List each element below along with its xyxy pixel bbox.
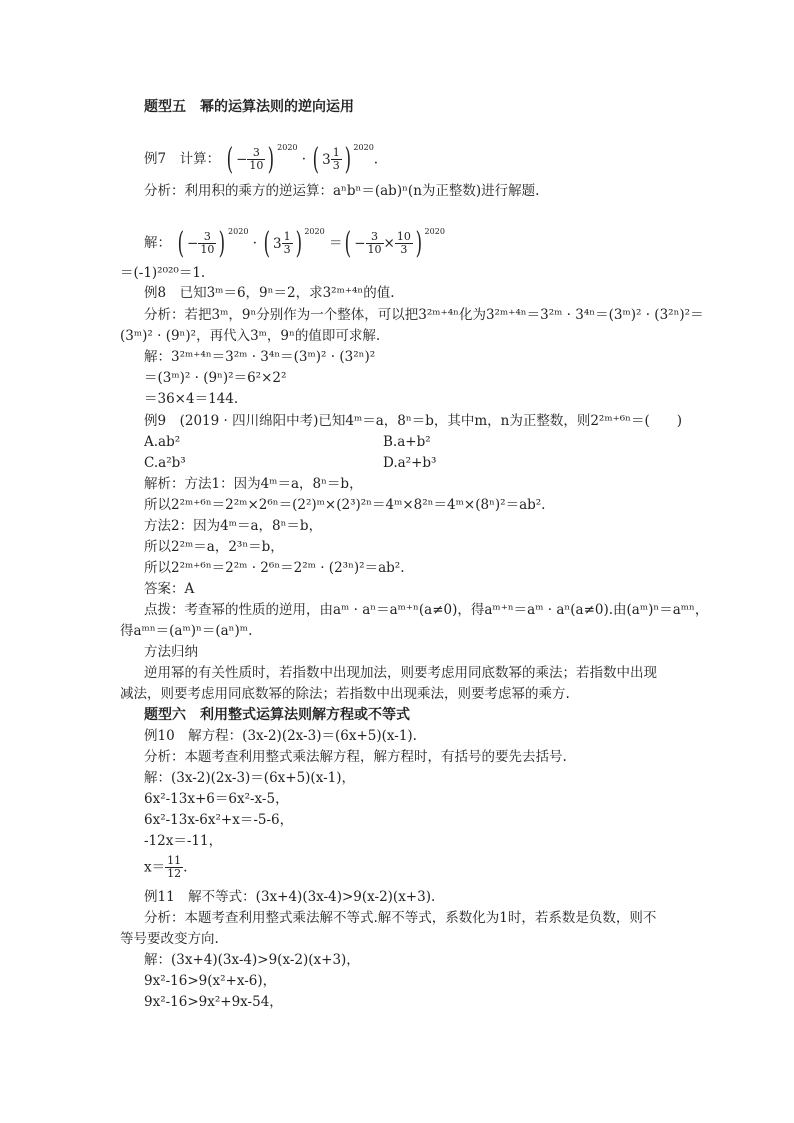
example11-step3: 9x²-16>9x²+9x-54，	[144, 994, 283, 1010]
example9-method2: 方法2：因为4ᵐ＝a，8ⁿ＝b，	[144, 518, 323, 534]
option-a: A.ab²	[144, 434, 181, 450]
example9-method2-derivation: 所以2²ᵐ⁺⁶ⁿ＝2²ᵐ · 2⁶ⁿ＝2²ᵐ · (2³ⁿ)²＝ab².	[144, 560, 405, 576]
method-summary-line1: 逆用幂的有关性质时，若指数中出现加法，则要考虑用同底数幂的乘法；若指数中出现	[144, 665, 657, 681]
example7-question: 例7 计算： ( − $\frac{3}{10}$ ) $^{2020}$ · ( 3 $\frac{1}{3}$ ) $^{2020}$.	[144, 128, 378, 168]
example7-result: ＝(-1)²⁰²⁰＝1.	[120, 265, 206, 281]
option-d: D.a²+b³	[383, 455, 437, 471]
example10-analysis: 分析：本题考查利用整式乘法解方程，解方程时，有括号的要先去括号.	[144, 749, 567, 765]
example8-analysis-line1: 分析：若把3ᵐ，9ⁿ分别作为一个整体，可以把3²ᵐ⁺⁴ⁿ化为3²ᵐ⁺⁴ⁿ＝3²ᵐ · 3⁴ⁿ＝(3ᵐ)² · (3²ⁿ)²＝	[144, 307, 704, 323]
example11-question: 例11 解不等式：(3x+4)(3x-4)>9(x-2)(x+3).	[144, 889, 436, 905]
example10-step5: x＝ $\frac{11}{12}$ .	[144, 854, 188, 880]
example11-step1: 解：(3x+4)(3x-4)>9(x-2)(x+3)，	[144, 952, 360, 968]
example10-step2: 6x²-13x+6＝6x²-x-5，	[144, 791, 289, 807]
exponent: 2020	[277, 143, 298, 152]
section6-title: 题型六 利用整式运算法则解方程或不等式	[144, 707, 410, 723]
example11-analysis-line1: 分析：本题考查利用整式乘法解不等式.解不等式，系数化为1时，若系数是负数，则不	[144, 910, 657, 926]
example8-question: 例8 已知3ᵐ＝6，9ⁿ＝2，求3²ᵐ⁺⁴ⁿ的值.	[144, 285, 395, 301]
example7-fraction: $\frac{3}{10}$	[249, 146, 264, 172]
example10-question: 例10 解方程：(3x-2)(2x-3)＝(6x+5)(x-1).	[144, 728, 417, 744]
example9-method1-derivation: 所以2²ᵐ⁺⁶ⁿ＝2²ᵐ×2⁶ⁿ＝(2²)ᵐ×(2³)²ⁿ＝4ᵐ×8²ⁿ＝4ᵐ×(8ⁿ)²＝ab².	[144, 497, 546, 513]
example7-analysis: 分析：利用积的乘方的逆运算：aⁿbⁿ＝(ab)ⁿ(n为正整数)进行解题.	[144, 183, 540, 199]
example11-step2: 9x²-16>9(x²+x-6)，	[144, 973, 277, 989]
example9-tip-line2: 得aᵐⁿ＝(aᵐ)ⁿ＝(aⁿ)ᵐ.	[120, 623, 253, 639]
section5-title: 题型五 幂的运算法则的逆向运用	[144, 99, 354, 115]
example7-label: 例7 计算：	[144, 151, 221, 167]
example7-mixed-fraction: $\frac{1}{3}$	[332, 146, 340, 172]
example8-analysis-line2: (3ᵐ)² · (9ⁿ)²，再代入3ᵐ，9ⁿ的值即可求解.	[120, 328, 381, 344]
method-summary-line2: 减法，则要考虑用同底数幂的除法；若指数中出现乘法，则要考虑幂的乘方.	[120, 686, 570, 702]
paren-close: )	[268, 141, 275, 177]
example9-method2-step: 所以2²ᵐ＝a，2³ⁿ＝b，	[144, 539, 284, 555]
paren-open: (	[227, 141, 234, 177]
example10-step4: -12x＝-11，	[144, 833, 223, 849]
method-summary-title: 方法归纳	[144, 644, 198, 660]
example8-solution-line3: ＝36×4＝144.	[144, 391, 239, 407]
example7-solution: 解： ( − $\frac{3}{10}$ ) $^{2020}$ · ( 3 $\frac{1}{3}$ ) $^{2020}$ ＝( − $\frac{3}{10}$ × $\frac{10}{3}$ ) $^{2020}$	[144, 225, 445, 261]
example8-solution-line2: ＝(3ᵐ)² · (9ⁿ)²＝6²×2²	[144, 370, 287, 386]
example9-answer: 答案：A	[144, 581, 195, 597]
example8-solution-line1: 解：3²ᵐ⁺⁴ⁿ＝3²ᵐ · 3⁴ⁿ＝(3ᵐ)² · (3²ⁿ)²	[144, 349, 376, 365]
example10-result-fraction: $\frac{11}{12}$	[167, 854, 182, 880]
example9-tip-line1: 点拨：考查幂的性质的逆用，由aᵐ · aⁿ＝aᵐ⁺ⁿ(a≠0)，得aᵐ⁺ⁿ＝aᵐ · aⁿ(a≠0).由(aᵐ)ⁿ＝aᵐⁿ，	[144, 602, 709, 618]
mixed-whole: 3	[322, 151, 331, 168]
example10-step3: 6x²-13x-6x²+x＝-5-6，	[144, 812, 294, 828]
example11-analysis-line2: 等号要改变方向.	[120, 931, 219, 947]
option-c: C.a²b³	[144, 455, 186, 471]
example10-step1: 解：(3x-2)(2x-3)＝(6x+5)(x-1)，	[144, 770, 355, 786]
example9-question: 例9 (2019 · 四川绵阳中考)已知4ᵐ＝a，8ⁿ＝b，其中m，n为正整数，则2²ᵐ⁺⁶ⁿ＝( )	[144, 413, 683, 429]
option-b: B.a+b²	[383, 434, 431, 450]
example9-method1: 解析：方法1：因为4ᵐ＝a，8ⁿ＝b，	[144, 476, 363, 492]
